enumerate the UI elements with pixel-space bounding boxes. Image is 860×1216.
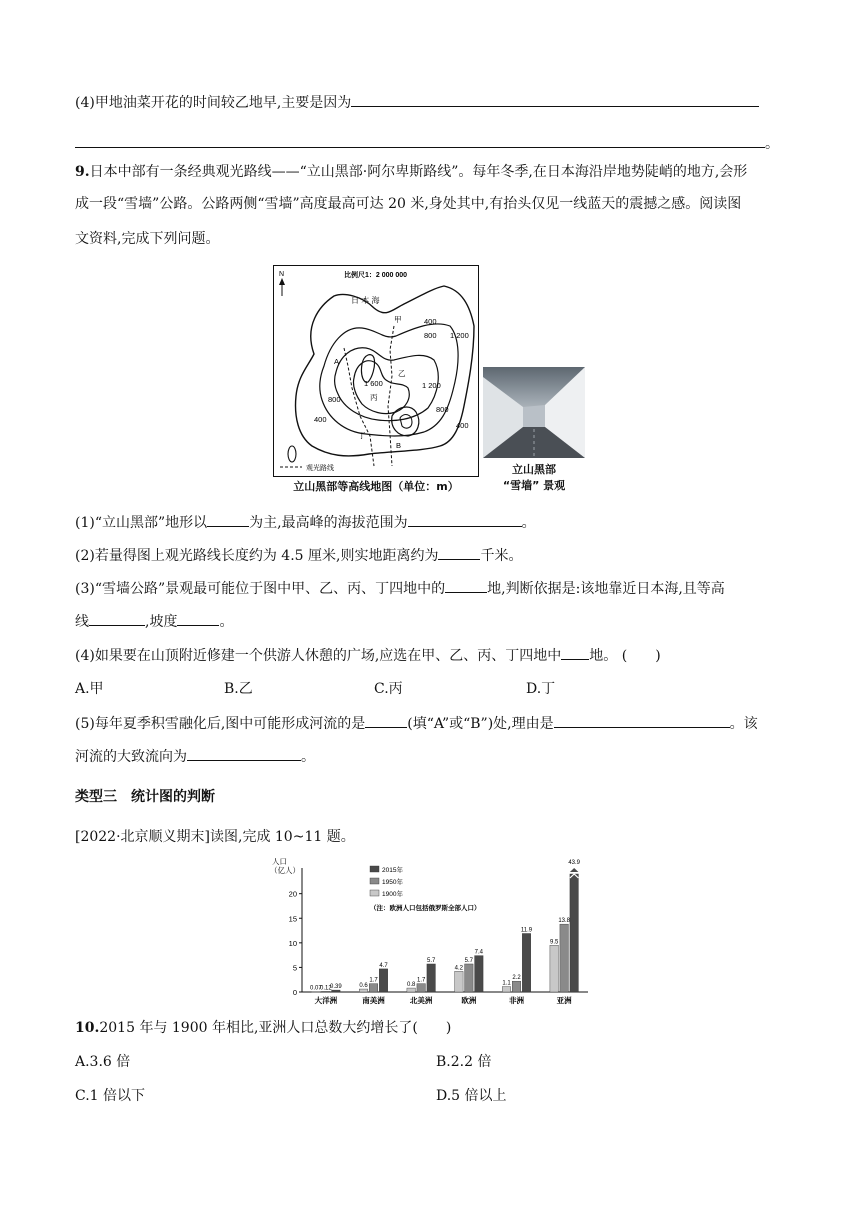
q9-sub3: [75, 578, 725, 599]
q9-sub5: [75, 713, 758, 734]
bar-value-label: 13.8: [558, 918, 571, 925]
legend-label: 观光路线: [306, 465, 334, 472]
north-arrow-icon: [279, 278, 285, 296]
q8-sub4-line2: [75, 133, 779, 154]
question-number: 10.: [75, 1020, 100, 1036]
q9-intro-1: [75, 162, 747, 182]
legend-swatch: [370, 866, 379, 872]
contour-label: 400: [456, 421, 469, 430]
q9-intro-2: 成一段“雪墙”公路。公路两侧“雪墙”高度最高可达 20 米,身处其中,有抬头仅见一线蓝天的震撼之感。阅读图: [75, 196, 742, 212]
q9-sub5-text-b: (填“A”或“B”)处,理由是: [407, 716, 554, 732]
answer-blank[interactable]: [187, 746, 301, 761]
bar-value-label: 1.7: [369, 977, 378, 984]
q9-sub3-text-d: ,坡度: [145, 614, 178, 630]
y-axis-unit: （亿人）: [270, 866, 300, 875]
bar-value-label: 7.4: [474, 949, 484, 956]
q9-sub3-text-e: 。: [219, 614, 234, 630]
q9-sub3-text-c: 线: [75, 614, 89, 630]
q10-option-d[interactable]: D.5 倍以上: [436, 1088, 507, 1104]
bar-value-label: 9.5: [549, 939, 559, 946]
population-chart-svg: [270, 858, 590, 1008]
contour-map: [273, 265, 479, 477]
bar-value-label: 1.7: [416, 977, 426, 984]
legend-swatch: [370, 878, 379, 884]
q10-option-c[interactable]: C.1 倍以下: [75, 1088, 146, 1104]
chart-bar: [407, 988, 416, 992]
x-tick-label: 南美洲: [362, 996, 385, 1005]
answer-blank[interactable]: [89, 611, 145, 626]
x-tick-label: 大洋洲: [314, 996, 338, 1005]
population-chart: [270, 858, 590, 1008]
y-tick-label: 5: [292, 963, 297, 973]
q9-intro-text-1: 日本中部有一条经典观光路线——“立山黑部·阿尔卑斯路线”。每年冬季,在日本海沿岸地势陡峭的地方,会形: [89, 164, 748, 180]
q9-sub3-text-a: (3)“雪墙公路”景观最可能位于图中甲、乙、丙、丁四地中的: [75, 581, 446, 597]
bar-value-label: 0.39: [329, 984, 342, 991]
x-tick-label: 北美洲: [409, 996, 433, 1005]
y-tick-label: 10: [288, 938, 297, 948]
bar-value-label: 0.8: [406, 982, 416, 989]
q9-sub1-text-b: 为主,最高峰的海拔范围为: [249, 515, 408, 531]
chart-bar: [560, 924, 569, 992]
bar-value-label: 0.12: [319, 985, 332, 992]
q9-sub1-text-c: 。: [521, 515, 536, 531]
chart-bar: [417, 984, 426, 992]
legend-swatch: [370, 890, 379, 896]
legend-label: 1900年: [382, 891, 403, 898]
broken-bar-top: [570, 868, 579, 872]
answer-blank[interactable]: [351, 92, 759, 107]
q9-option-c[interactable]: C.丙: [374, 681, 403, 697]
chart-bar: [369, 984, 378, 992]
q9-sub5-line2: [75, 746, 315, 767]
map-caption: 立山黑部等高线地图（单位：m）: [293, 480, 459, 493]
chart-bar: [512, 981, 521, 992]
north-label: N: [279, 271, 285, 278]
bar-value-label: 0.6: [359, 983, 368, 990]
q9-sub3-line2: [75, 611, 233, 632]
chart-note: （注：欧洲人口包括俄罗斯全部人口）: [370, 905, 481, 912]
x-tick-label: 欧洲: [461, 996, 477, 1005]
chart-bar: [570, 874, 579, 992]
q9-sub4-text-b: 地。 ( ): [589, 648, 661, 664]
contour-label: 400: [314, 415, 327, 424]
chart-bar: [332, 990, 340, 992]
q9-sub5-text-e: 。: [301, 749, 315, 765]
bar-value-label: 11.9: [520, 927, 533, 934]
bar-value-label: 4.7: [379, 962, 388, 969]
q9-sub5-text-d: 河流的大致流向为: [75, 749, 187, 765]
answer-blank[interactable]: [445, 578, 487, 593]
y-axis-label: 人口: [272, 858, 287, 866]
legend-label: 2015年: [382, 867, 403, 874]
q8-sub4-text: (4)甲地油菜开花的时间较乙地早,主要是因为: [75, 95, 352, 111]
bar-value-label: 43.9: [568, 860, 581, 866]
bar-value-label: 5.7: [464, 957, 474, 964]
q9-sub3-text-b: 地,判断依据是:该地靠近日本海,且等高: [487, 581, 725, 597]
q9-sub4: [75, 645, 661, 666]
q10-11-source: [2022·北京顺义期末]读图,完成 10~11 题。: [75, 829, 355, 845]
y-tick-label: 20: [288, 889, 297, 899]
q9-sub1-text-a: (1)“立山黑部”地形以: [75, 515, 208, 531]
contour-label: 800: [424, 331, 437, 340]
contour-label: 800: [328, 395, 341, 404]
chart-bar: [359, 989, 368, 992]
bar-value-label: 5.7: [426, 957, 436, 964]
answer-blank[interactable]: [438, 545, 480, 560]
q9-sub1: [75, 512, 536, 533]
q9-intro-3: 文资料,完成下列问题。: [75, 231, 220, 247]
chart-bar: [550, 945, 559, 992]
answer-blank[interactable]: [207, 512, 249, 527]
q10-option-a[interactable]: A.3.6 倍: [75, 1054, 131, 1070]
q9-option-d[interactable]: D.丁: [526, 681, 556, 697]
place-label: B: [396, 441, 402, 450]
y-tick-label: 15: [288, 914, 297, 924]
photo-caption-1: 立山黑部: [512, 463, 556, 476]
q8-sub4: [75, 92, 759, 113]
section-title: 类型三 统计图的判断: [75, 789, 215, 805]
answer-blank[interactable]: [408, 512, 522, 527]
bar-value-label: 4.2: [454, 965, 464, 972]
answer-blank[interactable]: [177, 611, 219, 626]
bar-value-label: 2.2: [512, 975, 521, 982]
answer-blank[interactable]: [365, 713, 407, 728]
photo-caption-2: “雪墙” 景观: [502, 479, 566, 492]
x-tick-label: 非洲: [509, 996, 524, 1005]
contour-label: 800: [436, 405, 449, 414]
place-label: A: [334, 357, 340, 366]
place-label: 丙: [370, 393, 378, 402]
bar-value-label: 0.07: [309, 985, 322, 992]
x-tick-label: 亚洲: [556, 996, 572, 1005]
y-tick-label: 0: [292, 988, 297, 997]
answer-blank[interactable]: [554, 713, 730, 728]
q9-sub2: [75, 545, 522, 566]
contour-label: 400: [424, 317, 437, 326]
q10-stem: [75, 1018, 451, 1038]
place-label: 乙: [398, 369, 406, 378]
bar-value-label: 1.1: [502, 980, 511, 987]
chart-bar: [427, 964, 436, 992]
answer-blank[interactable]: [561, 645, 589, 660]
q9-option-b[interactable]: B.乙: [224, 681, 253, 697]
chart-bar: [379, 969, 388, 992]
chart-bar: [312, 992, 321, 993]
chart-bar: [455, 971, 464, 992]
q9-sub2-text-b: 千米。: [480, 548, 523, 564]
chart-bar: [465, 964, 474, 992]
chart-bar: [475, 956, 484, 992]
sea-label: 日 本 海: [351, 296, 380, 305]
q9-sub5-text-c: 。该: [729, 716, 758, 732]
contour-map-svg: [274, 266, 478, 476]
place-label: 丁: [358, 431, 366, 440]
q9-option-a[interactable]: A.甲: [75, 681, 104, 697]
q9-sub5-text-a: (5)每年夏季积雪融化后,图中可能形成河流的是: [75, 716, 366, 732]
place-label: 甲: [394, 315, 402, 324]
contour-label: 1 200: [422, 381, 441, 390]
legend-label: 1950年: [382, 879, 403, 886]
answer-blank[interactable]: [75, 133, 765, 148]
contour-label: 1 200: [450, 331, 469, 340]
end-mark: 。: [765, 136, 779, 152]
q9-sub4-text-a: (4)如果要在山顶附近修建一个供游人休憩的广场,应选在甲、乙、丙、丁四地中: [75, 648, 562, 664]
contour-label: 1 600: [364, 379, 383, 388]
q10-stem-text: 2015 年与 1900 年相比,亚洲人口总数大约增长了( ): [99, 1020, 452, 1036]
q10-option-b[interactable]: B.2.2 倍: [436, 1054, 492, 1070]
snow-wall-photo: [483, 367, 585, 458]
q9-sub2-text-a: (2)若量得图上观光路线长度约为 4.5 厘米,则实地距离约为: [75, 548, 439, 564]
chart-bar: [522, 933, 531, 992]
chart-bar: [502, 987, 511, 992]
chart-bar: [322, 991, 331, 992]
map-scale: 比例尺1：2 000 000: [344, 272, 408, 279]
snow-wall-illustration: [483, 367, 585, 458]
question-number: 9.: [75, 164, 90, 180]
